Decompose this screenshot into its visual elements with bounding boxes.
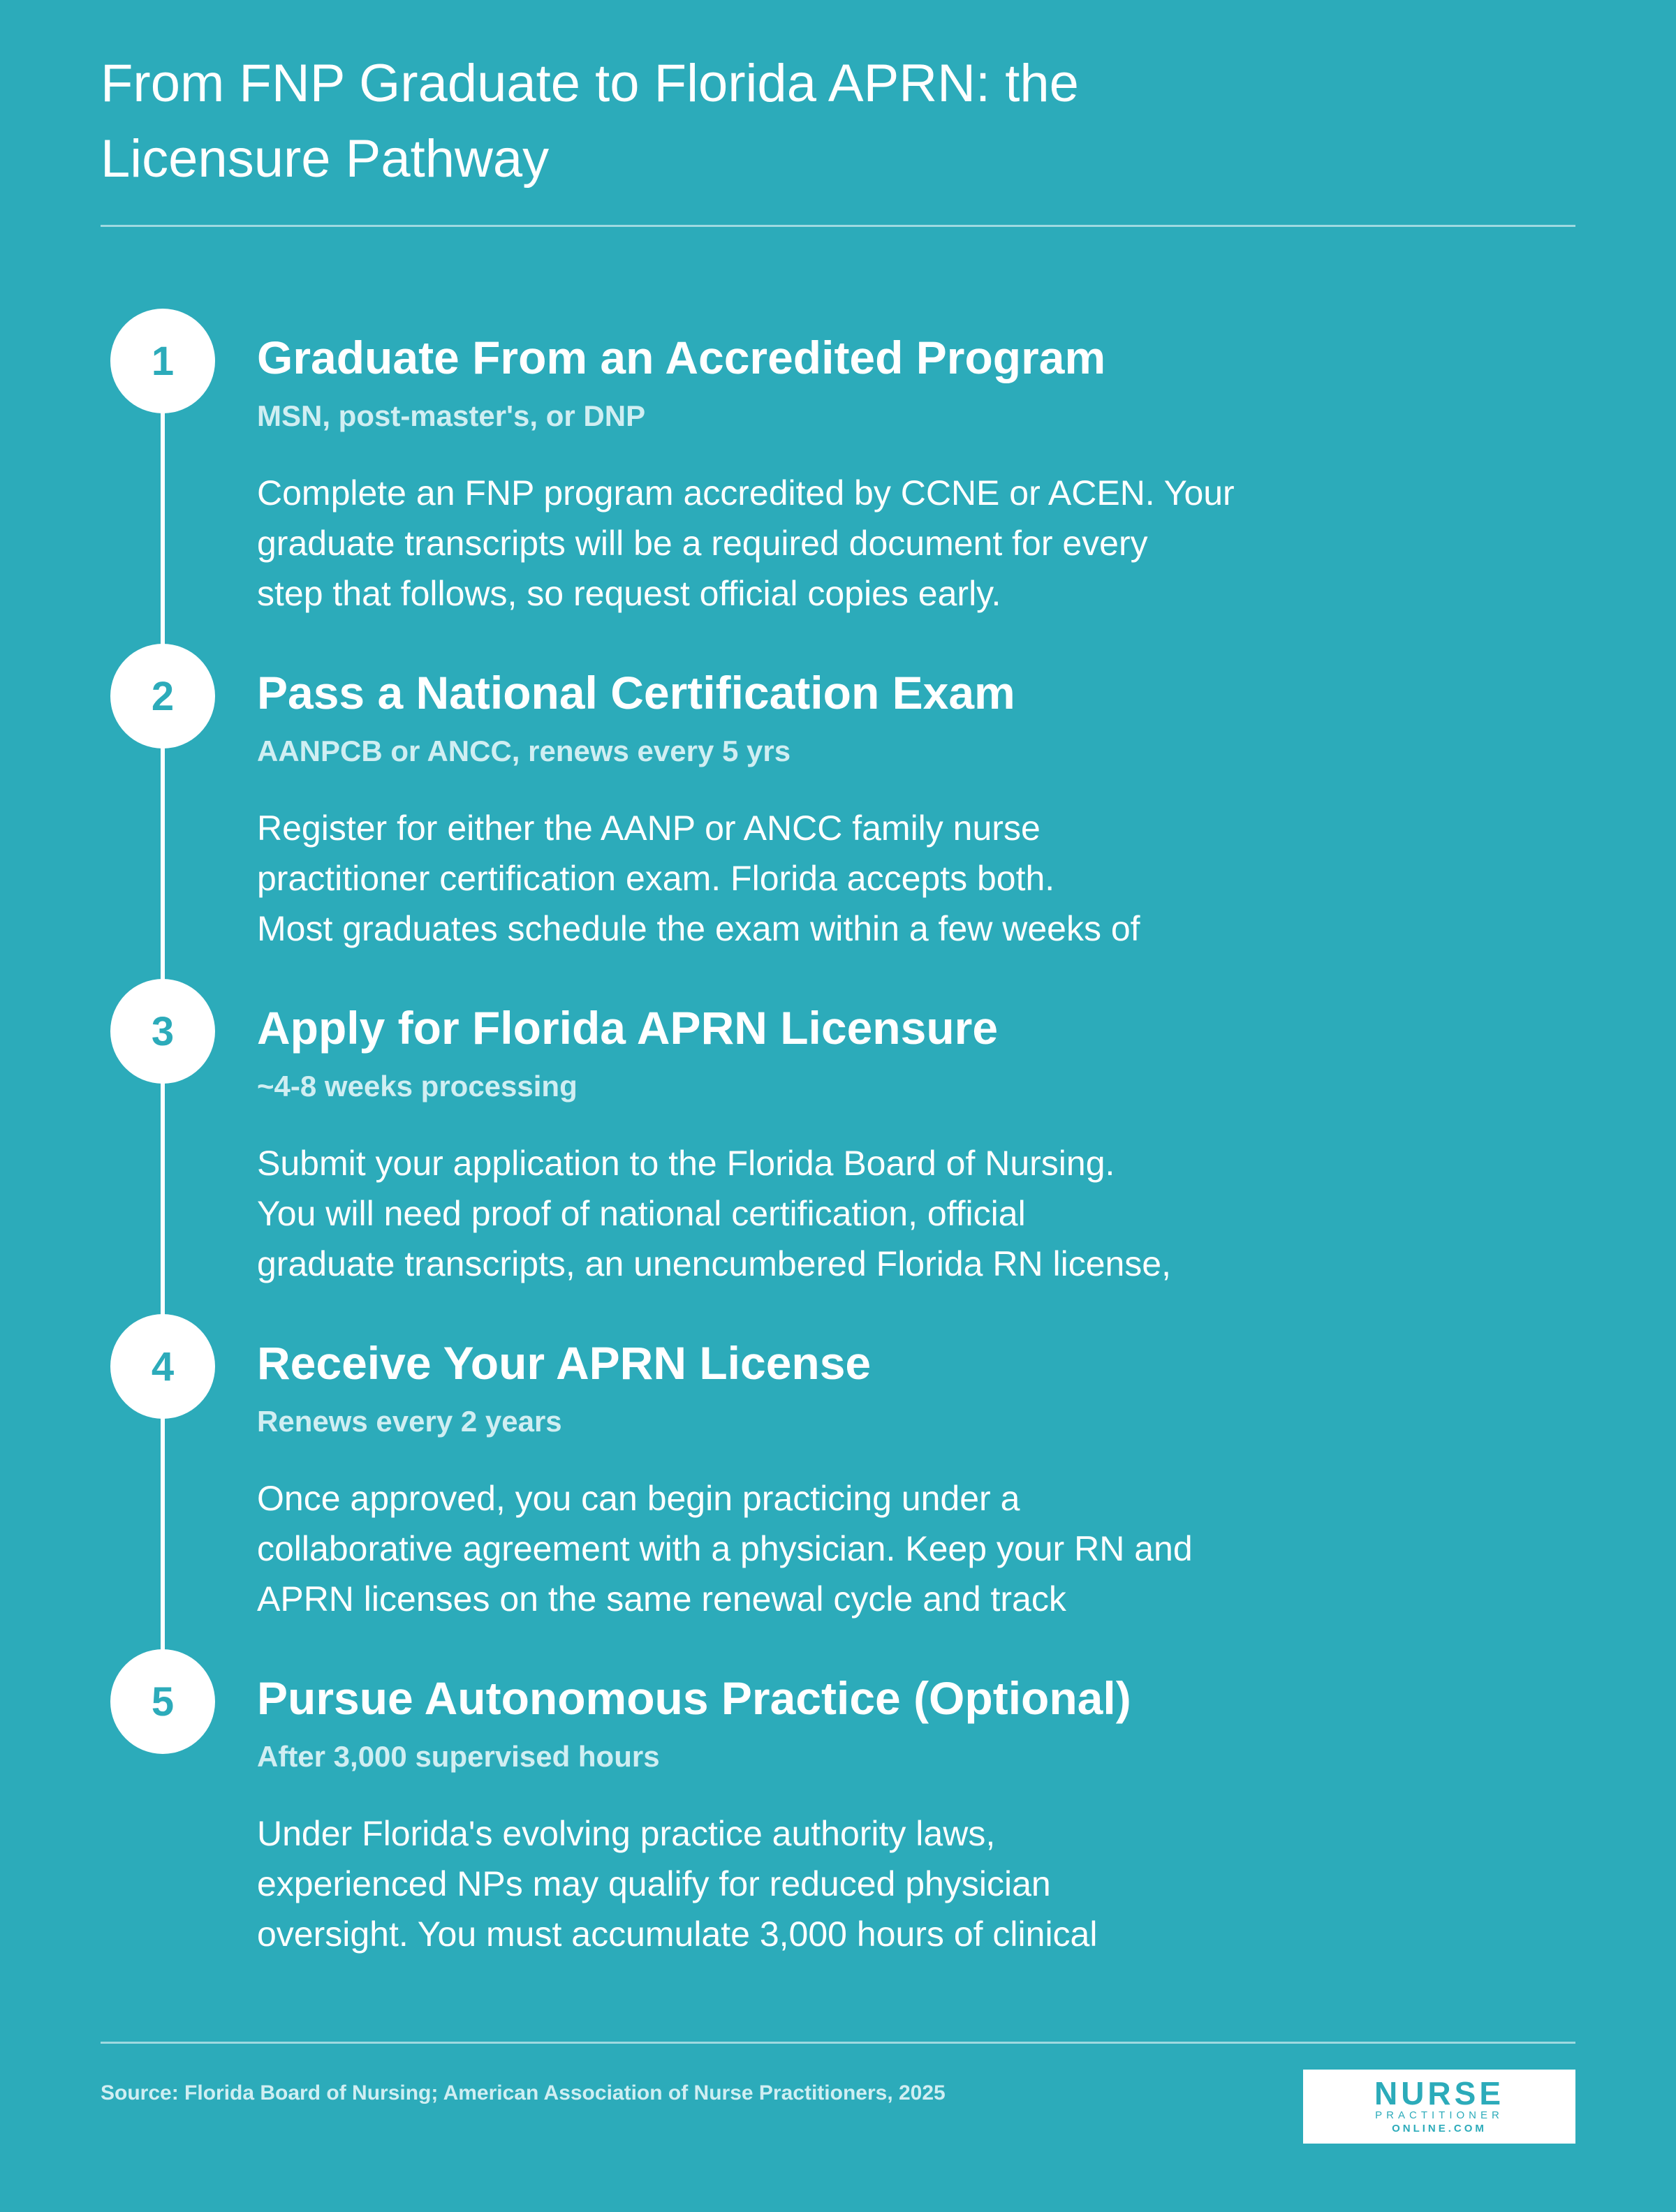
step-title: Receive Your APRN License bbox=[257, 1337, 872, 1389]
step-title: Graduate From an Accredited Program bbox=[257, 332, 1106, 383]
step-subtitle: Renews every 2 years bbox=[257, 1405, 562, 1438]
logo-domain: ONLINE.COM bbox=[1392, 2123, 1487, 2134]
step-description-line: Most graduates schedule the exam within a few weeks of bbox=[257, 909, 1140, 948]
step-number-badge: 2 bbox=[110, 644, 215, 749]
logo-wordmark: NURSE bbox=[1374, 2075, 1505, 2111]
step-description-line: graduate transcripts will be a required document for every bbox=[257, 524, 1148, 563]
step-description bbox=[257, 1808, 1416, 1959]
top-divider bbox=[101, 225, 1575, 227]
step-description-line: graduate transcripts, an unencumbered Florida RN license, bbox=[257, 1244, 1172, 1283]
source-citation: Source: Florida Board of Nursing; American Association of Nurse Practitioners, 2025 bbox=[101, 2081, 946, 2104]
step-description-line: oversight. You must accumulate 3,000 hours of clinical bbox=[257, 1915, 1098, 1954]
step-description bbox=[257, 803, 1416, 954]
step-description-line: step that follows, so request official copies early. bbox=[257, 574, 1001, 613]
step-description-line: Submit your application to the Florida Board of Nursing. bbox=[257, 1144, 1115, 1183]
page-title-line-2: Licensure Pathway bbox=[101, 129, 550, 189]
nurse-practitioner-online-logo bbox=[1303, 2070, 1575, 2144]
page-title-line-1: From FNP Graduate to Florida APRN: the bbox=[101, 54, 1079, 113]
step-subtitle: After 3,000 supervised hours bbox=[257, 1740, 660, 1773]
step-description-line: experienced NPs may qualify for reduced physician bbox=[257, 1864, 1051, 1903]
step-description-line: You will need proof of national certification, official bbox=[257, 1194, 1026, 1233]
step-subtitle: ~4-8 weeks processing bbox=[257, 1070, 578, 1103]
step-number-badge: 3 bbox=[110, 979, 215, 1084]
step-description bbox=[257, 1473, 1416, 1624]
bottom-divider bbox=[101, 2042, 1575, 2044]
step-subtitle: AANPCB or ANCC, renews every 5 yrs bbox=[257, 735, 791, 767]
step-description-line: collaborative agreement with a physician. Keep your RN and bbox=[257, 1529, 1193, 1568]
step-description bbox=[257, 468, 1416, 619]
step-number-badge: 1 bbox=[110, 309, 215, 413]
step-description-line: practitioner certification exam. Florida accepts both. bbox=[257, 859, 1055, 898]
page-title bbox=[101, 46, 1427, 197]
step-title: Pass a National Certification Exam bbox=[257, 667, 1015, 718]
step-description-line: Once approved, you can begin practicing under a bbox=[257, 1479, 1020, 1518]
step-description bbox=[257, 1138, 1416, 1289]
step-number-badge: 5 bbox=[110, 1649, 215, 1754]
step-subtitle: MSN, post-master's, or DNP bbox=[257, 399, 646, 432]
step-title: Pursue Autonomous Practice (Optional) bbox=[257, 1672, 1131, 1724]
step-title: Apply for Florida APRN Licensure bbox=[257, 1002, 999, 1054]
step-number-badge: 4 bbox=[110, 1314, 215, 1419]
step-description-line: APRN licenses on the same renewal cycle and track bbox=[257, 1579, 1066, 1619]
step-description-line: Complete an FNP program accredited by CCNE or ACEN. Your bbox=[257, 473, 1235, 513]
logo-tagline: PRACTITIONER bbox=[1375, 2109, 1504, 2121]
step-description-line: Under Florida's evolving practice authority laws, bbox=[257, 1814, 996, 1853]
step-description-line: Register for either the AANP or ANCC family nurse bbox=[257, 809, 1041, 848]
